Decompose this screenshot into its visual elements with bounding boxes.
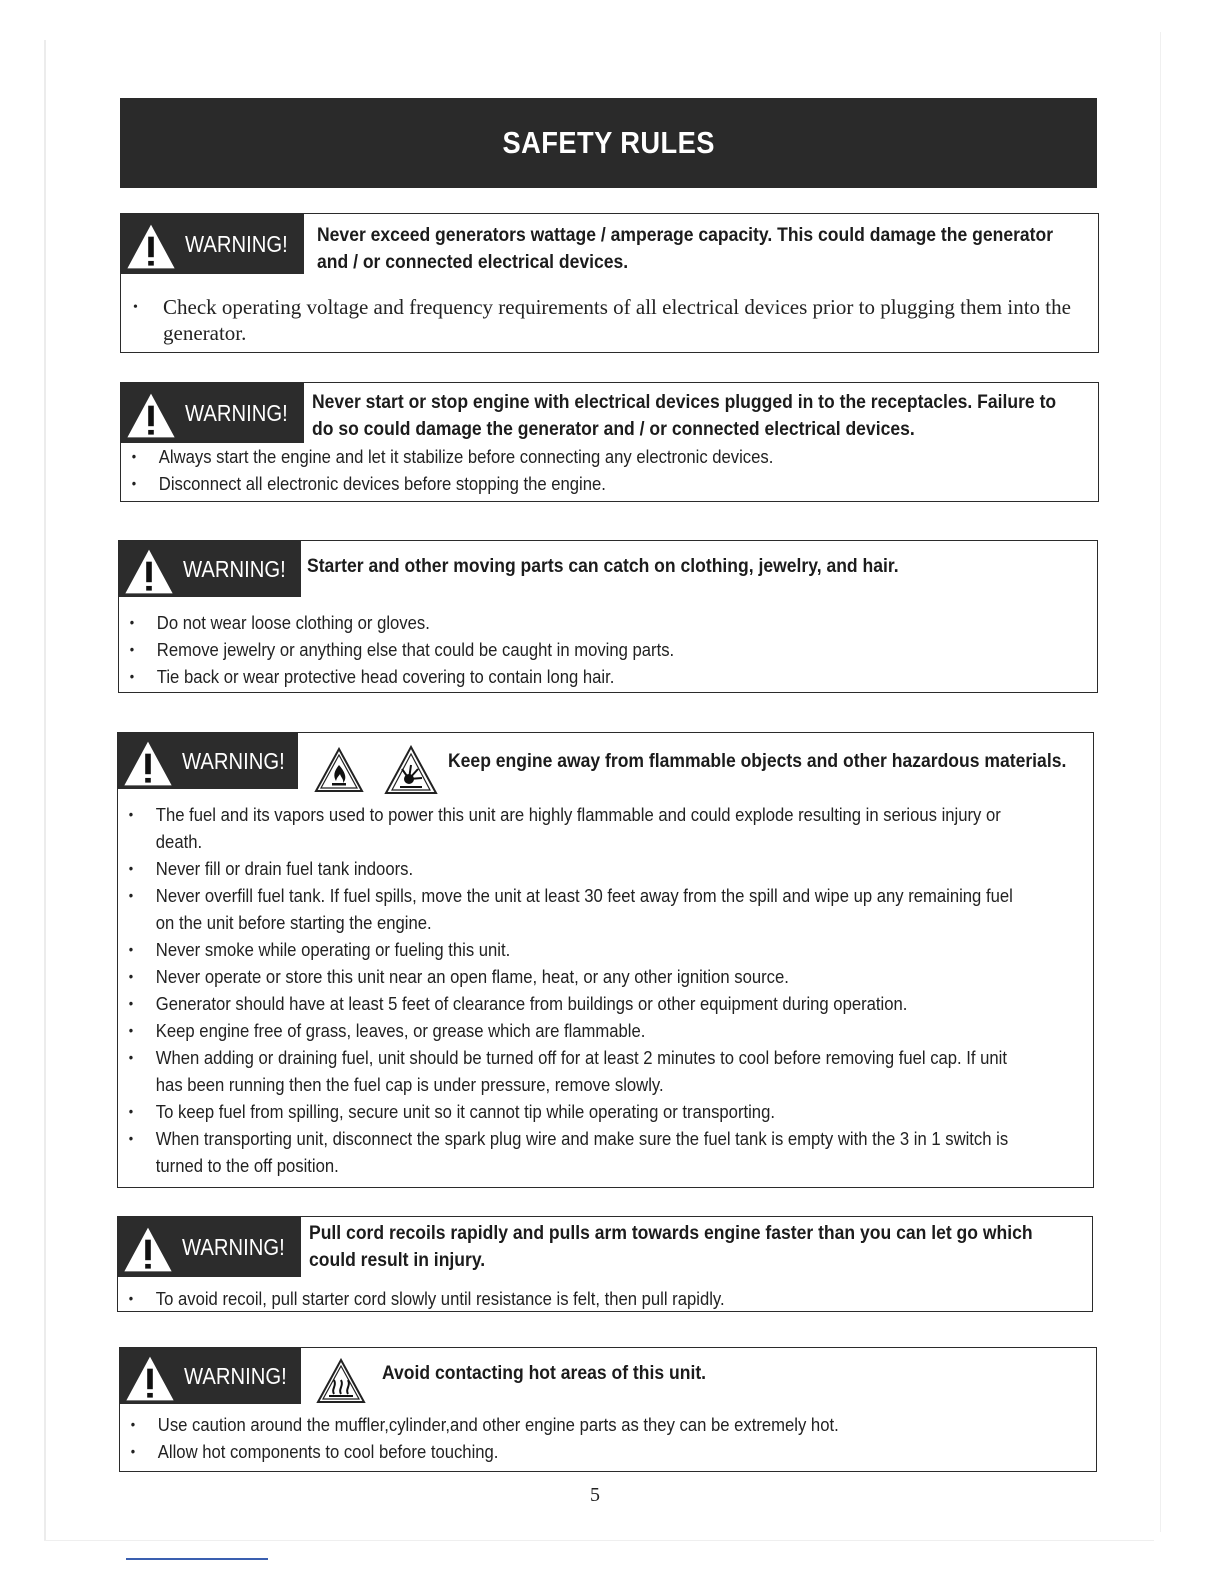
headline-line: Never start or stop engine with electrical devices plugged in to the receptacles. Failure to bbox=[312, 391, 1057, 413]
list-item: • To keep fuel from spilling, secure unit so it cannot tip while operating or transporting. bbox=[128, 1101, 775, 1122]
bullet-list bbox=[121, 443, 1097, 497]
warning-label-text: WARNING! bbox=[185, 399, 288, 426]
warning-box-pull-cord bbox=[117, 1216, 1093, 1312]
warning-headline bbox=[382, 1360, 1066, 1387]
list-item: • When adding or draining fuel, unit should be turned off for at least 2 minutes to cool before removing fuel cap. If unit bbox=[128, 1047, 1008, 1068]
warning-label-text: WARNING! bbox=[185, 230, 288, 257]
warning-label bbox=[118, 1217, 301, 1277]
warning-label bbox=[121, 214, 304, 274]
warning-headline bbox=[307, 553, 1081, 580]
warning-headline bbox=[312, 389, 1095, 443]
bullet-list bbox=[119, 609, 1096, 690]
hot-surface-icon bbox=[316, 1358, 366, 1404]
warning-box-flammable bbox=[117, 732, 1094, 1188]
warning-triangle-icon bbox=[121, 544, 177, 598]
page-number: 5 bbox=[590, 1484, 600, 1506]
list-item: • Keep engine free of grass, leaves, or grease which are flammable. bbox=[128, 1020, 646, 1041]
warning-label-text: WARNING! bbox=[183, 555, 286, 582]
headline-line: Starter and other moving parts can catch on clothing, jewelry, and hair. bbox=[307, 555, 899, 577]
headline-line: Never exceed generators wattage / amperage capacity. This could damage the generator bbox=[317, 224, 1054, 246]
warning-box-moving-parts bbox=[118, 540, 1098, 693]
warning-label-text: WARNING! bbox=[182, 747, 285, 774]
page-edge bbox=[44, 40, 46, 1540]
headline-line: and / or connected electrical devices. bbox=[317, 251, 629, 273]
list-item: has been running then the fuel cap is under pressure, remove slowly. bbox=[155, 1074, 664, 1095]
list-item: • Do not wear loose clothing or gloves. bbox=[129, 612, 430, 633]
list-item: • Generator should have at least 5 feet of clearance from buildings or other equipment during operation. bbox=[128, 993, 908, 1014]
bullet-list bbox=[118, 801, 1092, 1179]
page-edge bbox=[44, 1540, 1154, 1541]
warning-triangle-icon bbox=[120, 1222, 176, 1276]
list-item: • Use caution around the muffler,cylinder,and other engine parts as they can be extremely hot. bbox=[130, 1414, 839, 1435]
warning-label bbox=[120, 1348, 301, 1404]
warning-label-text: WARNING! bbox=[182, 1233, 285, 1260]
footer-divider bbox=[126, 1558, 268, 1560]
list-item: • Disconnect all electronic devices before stopping the engine. bbox=[131, 473, 606, 494]
list-item: • Never smoke while operating or fueling this unit. bbox=[128, 939, 511, 960]
list-item: death. bbox=[155, 831, 203, 852]
list-item: • Allow hot components to cool before touching. bbox=[130, 1441, 499, 1462]
headline-line: could result in injury. bbox=[309, 1249, 486, 1271]
warning-label-text: WARNING! bbox=[184, 1362, 287, 1389]
warning-box-hot-areas bbox=[119, 1347, 1097, 1472]
headline-line: Pull cord recoils rapidly and pulls arm towards engine faster than you can let go which bbox=[309, 1222, 1033, 1244]
list-item: • Tie back or wear protective head covering to contain long hair. bbox=[129, 666, 615, 687]
list-item: • Never operate or store this unit near an open flame, heat, or any other ignition source. bbox=[128, 966, 789, 987]
headline-line: do so could damage the generator and / or connected electrical devices. bbox=[312, 418, 915, 440]
explosive-hazard-icon bbox=[384, 745, 438, 795]
warning-triangle-icon bbox=[123, 219, 179, 273]
warning-box-wattage bbox=[120, 213, 1099, 353]
warning-label bbox=[121, 383, 304, 443]
list-item: • To avoid recoil, pull starter cord slowly until resistance is felt, then pull rapidly. bbox=[128, 1288, 725, 1309]
page-edge bbox=[1160, 32, 1161, 1532]
headline-line: Keep engine away from flammable objects and other hazardous materials. bbox=[448, 750, 1067, 772]
warning-box-start-stop bbox=[120, 382, 1099, 502]
page-title: SAFETY RULES bbox=[502, 125, 715, 160]
bullet-list bbox=[120, 1411, 1095, 1465]
warning-headline bbox=[317, 222, 1091, 276]
list-item: on the unit before starting the engine. bbox=[155, 912, 432, 933]
headline-line: Avoid contacting hot areas of this unit. bbox=[382, 1362, 707, 1384]
list-item: • Never overfill fuel tank. If fuel spills, move the unit at least 30 feet away from the spill and wipe up any remaining fuel bbox=[128, 885, 1013, 906]
warning-headline bbox=[309, 1220, 1074, 1274]
warning-headline bbox=[448, 748, 1132, 775]
list-item: turned to the off position. bbox=[155, 1155, 339, 1176]
warning-label bbox=[119, 541, 301, 597]
bullet-list bbox=[121, 294, 1098, 346]
list-item: • Check operating voltage and frequency requirements of all electrical devices prior to plugging them into the bbox=[133, 295, 1071, 319]
list-item: • Never fill or drain fuel tank indoors. bbox=[128, 858, 414, 879]
list-item: • When transporting unit, disconnect the spark plug wire and make sure the fuel tank is empty with the 3 in 1 switch is bbox=[128, 1128, 1009, 1149]
list-item: • Always start the engine and let it stabilize before connecting any electronic devices. bbox=[131, 446, 774, 467]
warning-triangle-icon bbox=[123, 388, 179, 442]
warning-triangle-icon bbox=[122, 1351, 178, 1405]
list-item: • Remove jewelry or anything else that could be caught in moving parts. bbox=[129, 639, 675, 660]
flammable-hazard-icon bbox=[314, 747, 364, 793]
list-item: • The fuel and its vapors used to power this unit are highly flammable and could explode resulting in serious injury or bbox=[128, 804, 1001, 825]
warning-label bbox=[118, 733, 298, 789]
bullet-list bbox=[118, 1285, 1091, 1312]
header-bar bbox=[120, 98, 1097, 188]
warning-triangle-icon bbox=[120, 736, 176, 790]
list-item: generator. bbox=[163, 321, 247, 345]
